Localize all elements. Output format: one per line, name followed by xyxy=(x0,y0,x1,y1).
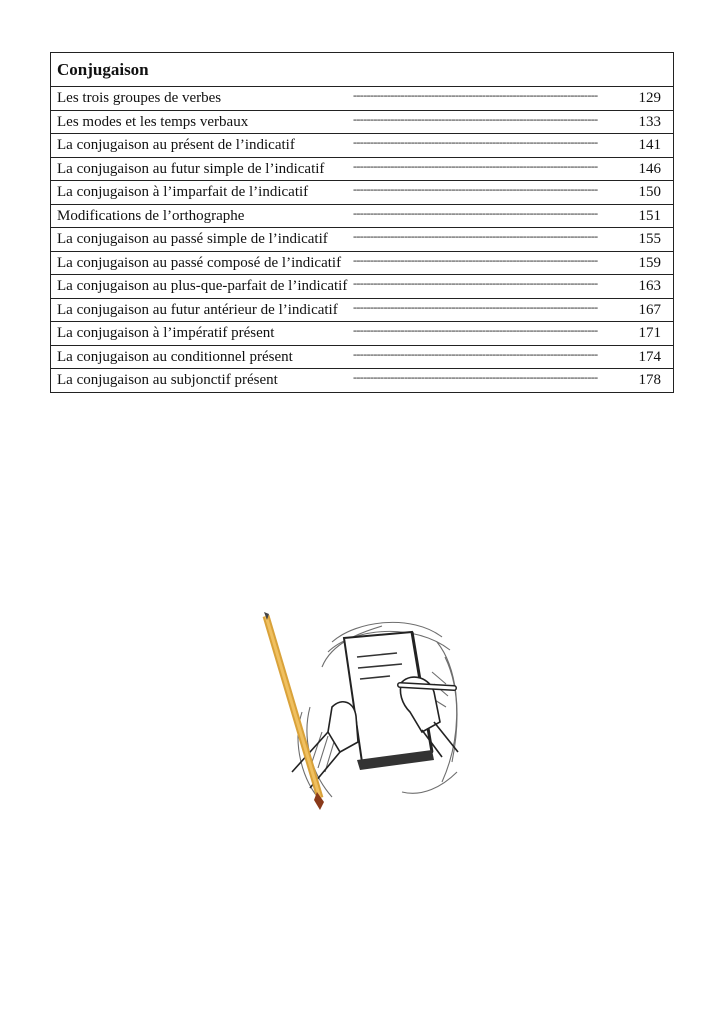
toc-leader: ------------------------------------------------------------------------ xyxy=(353,205,598,220)
toc-leader: ------------------------------------------------------------------------ xyxy=(353,346,598,361)
toc-entry-page: 146 xyxy=(638,160,661,177)
toc-entry-page: 151 xyxy=(638,207,661,224)
toc-entry-page: 178 xyxy=(638,372,661,388)
toc-row xyxy=(51,251,674,275)
table-of-contents xyxy=(50,52,674,393)
toc-row xyxy=(51,110,674,134)
toc-entry-title: La conjugaison au passé composé de l’indicatif xyxy=(57,254,342,271)
toc-entry-page: 129 xyxy=(638,90,661,106)
toc-row xyxy=(51,228,674,252)
hand-writing-with-pencil-icon xyxy=(262,612,468,818)
toc-heading-row xyxy=(51,53,674,87)
toc-entry-page: 171 xyxy=(638,325,661,341)
toc-row xyxy=(51,369,674,393)
toc-entry-page: 174 xyxy=(638,348,661,365)
toc-entry-title: Les modes et les temps verbaux xyxy=(57,113,249,130)
toc-row xyxy=(51,204,674,228)
toc-entry-title: Les trois groupes de verbes xyxy=(57,90,222,106)
toc-leader: ------------------------------------------------------------------------ xyxy=(353,370,598,384)
toc-row xyxy=(51,87,674,111)
toc-entry-title: Modifications de l’orthographe xyxy=(57,207,245,224)
toc-entry-title: La conjugaison au conditionnel présent xyxy=(57,348,293,365)
toc-entry-title: La conjugaison au subjonctif présent xyxy=(57,372,278,388)
toc-entry-title: La conjugaison à l’impératif présent xyxy=(57,325,275,341)
toc-entry-page: 159 xyxy=(638,254,661,271)
toc-leader: ------------------------------------------------------------------------ xyxy=(353,158,598,173)
toc-leader: ------------------------------------------------------------------------ xyxy=(353,111,598,126)
toc-leader: ------------------------------------------------------------------------ xyxy=(353,229,598,243)
toc-leader: ------------------------------------------------------------------------ xyxy=(353,299,598,314)
toc-entry-title: La conjugaison à l’imparfait de l’indicatif xyxy=(57,184,309,200)
toc-row xyxy=(51,181,674,205)
toc-heading: Conjugaison xyxy=(51,53,674,87)
toc-leader: ------------------------------------------------------------------------ xyxy=(353,135,598,149)
toc-row xyxy=(51,157,674,181)
toc-entry-title: La conjugaison au passé simple de l’indicatif xyxy=(57,231,328,247)
toc-leader: ------------------------------------------------------------------------ xyxy=(353,182,598,196)
toc-row xyxy=(51,345,674,369)
toc-leader: ------------------------------------------------------------------------ xyxy=(353,276,598,290)
toc-row xyxy=(51,322,674,346)
toc-row xyxy=(51,298,674,322)
toc-row xyxy=(51,134,674,158)
toc-entry-page: 133 xyxy=(638,113,661,130)
toc-entry-title: La conjugaison au futur antérieur de l’indicatif xyxy=(57,301,338,318)
toc-entry-page: 141 xyxy=(638,137,661,153)
toc-leader: ------------------------------------------------------------------------ xyxy=(353,88,598,102)
toc-entry-title: La conjugaison au présent de l’indicatif xyxy=(57,137,295,153)
toc-entry-page: 155 xyxy=(638,231,661,247)
toc-entry-page: 150 xyxy=(638,184,661,200)
toc-row xyxy=(51,275,674,299)
toc-leader: ------------------------------------------------------------------------ xyxy=(353,252,598,267)
toc-entry-title: La conjugaison au plus-que-parfait de l’indicatif xyxy=(57,278,348,294)
toc-entry-page: 163 xyxy=(638,278,661,294)
toc-entry-title: La conjugaison au futur simple de l’indicatif xyxy=(57,160,325,177)
toc-leader: ------------------------------------------------------------------------ xyxy=(353,323,598,337)
toc-entry-page: 167 xyxy=(638,301,661,318)
